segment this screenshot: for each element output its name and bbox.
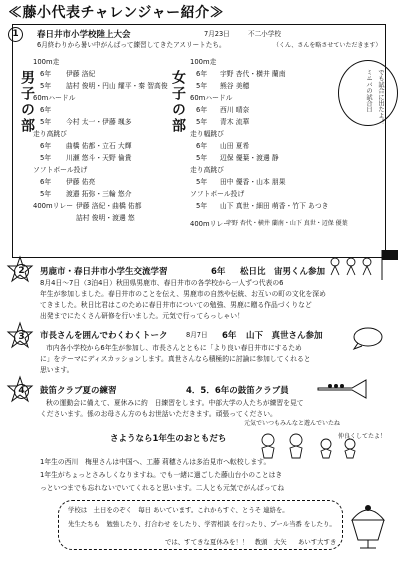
boys-names: 渡邉 拓弥・三輪 悠介: [66, 190, 132, 198]
girls-event: 100m走: [190, 58, 217, 66]
footer-closing: では、すてきな夏休みを！！ 教頭 大矢: [165, 538, 287, 546]
section-2-grade: 6年: [211, 267, 226, 277]
section-2-line: 出発までにたくさん研修を行いました。元気で行ってらっしゃい！: [40, 312, 244, 320]
section-3-title: 市長さんを囲んでわくわくトーク: [40, 331, 168, 341]
section-3-grade: 6年: [222, 331, 237, 341]
boys-event: 60mハードル: [33, 94, 76, 102]
page-title: ≪藤小代表チャレンジャー紹介≫: [8, 5, 225, 21]
girls-grade: 5年: [196, 82, 208, 90]
boys-names: 詰村 俊明・渡邊 悠: [76, 214, 135, 222]
farewell-line: 1年生がちょっとさみしくなりますね。でも一緒に過ごした藤山台小のことはき: [40, 471, 283, 479]
girls-names: 宇野 杏代・横井 蘭南・山下 真世・辺保 優葉: [226, 220, 348, 227]
girls-grade: 5年: [196, 202, 208, 210]
section-3-line: 思います。: [40, 366, 74, 374]
bubble-text-1: ミニバの試合日: [365, 69, 372, 113]
boys-names: 伊藤 洛紀: [66, 70, 96, 78]
boys-names: 伊藤 洛紀・曲橋 佑都: [76, 202, 142, 210]
girls-grade: 5年: [196, 178, 208, 186]
boys-event: 100m走: [33, 58, 60, 66]
section-4-number: 4: [14, 384, 29, 399]
girls-names: 山田 夏希: [220, 142, 250, 150]
section-1-date: 7月23日: [204, 30, 230, 38]
farewell-line: っといつまでも忘れないでいてくれると思います。二人とも元気でがんばってね: [40, 484, 285, 492]
section-4-line: 秋の運動会に備えて、夏休みに約 日練習をします。中部大学の人たちが練習を見て: [46, 399, 304, 407]
boys-names: 今村 太一・伊藤 颯多: [66, 118, 132, 126]
section-2-line: 年生が参加しました。春日井市のことを伝え、男鹿市の自然や伝統、お互いの町の文化を深め: [40, 290, 326, 298]
girls-grade: 5年: [196, 154, 208, 162]
farewell-note-left: 元気でいつもみんなと遊んでいたね: [244, 420, 341, 427]
boys-section-label: 男子の部: [19, 70, 35, 134]
boys-grade: 6年: [40, 178, 52, 186]
girls-event: 400mリレー: [190, 220, 230, 228]
section-1-intro-note: （くん、さんを略させていただきます）: [273, 42, 382, 49]
boys-event: ソフトボール投げ: [33, 166, 88, 174]
girls-event: 走り高跳び: [190, 166, 224, 174]
section-1-title: 春日井市小学校陸上大会: [37, 30, 131, 40]
boys-grade: 5年: [40, 118, 52, 126]
boys-names: 詰村 俊明・円山 耀平・秦 智高俊: [66, 82, 168, 90]
section-3-line: に」をテーマにディスカッションします。真世さんなら積極的に討論に参加してくれると: [40, 355, 311, 363]
girls-names: 山下 真世・細田 萌香・竹下 あつき: [220, 202, 329, 210]
section-1-intro: 6月終わりから暑い中がんばって練習してきたアスリートたち。: [37, 41, 226, 49]
girls-grade: 6年: [196, 70, 208, 78]
girls-names: 辺保 優葉・渡邊 静: [220, 154, 279, 162]
boys-grade: 6年: [40, 70, 52, 78]
bubble-text-2: でも試合に出たよ！: [377, 69, 384, 125]
section-1-number: 1: [8, 27, 23, 42]
section-2-line: 8月4日〜7日（3泊4日）秋田県男鹿市、春日井市の各学校から一人ずつ代表の6: [40, 279, 284, 287]
section-4-grades: 4．5．6年の鼓笛クラブ員: [186, 386, 289, 396]
footer-closing-sub: あいす大すき: [298, 538, 337, 546]
footer-line: 学校は 土日をのぞく 毎日 あいています。これからすぐ、とうそ 連絡を。: [68, 506, 289, 514]
section-2-line: てきました。秋日比君はこのために春日井市についての勉強、男鹿に贈る作品づくりなど: [40, 301, 312, 309]
section-3-date: 8月7日: [186, 331, 208, 339]
girls-section-label: 女子の部: [170, 70, 186, 134]
section-1-venue: 不二小学校: [248, 30, 281, 38]
boys-grade: 6年: [40, 142, 52, 150]
footer-line: 先生たちも 勉強したり、打合わせ をしたり、学習相談 を行ったり、プール当番 をしたり。: [68, 520, 336, 528]
boys-names: 曲橋 佑都・立石 大輝: [66, 142, 132, 150]
boys-names: 伊藤 佑亮: [66, 178, 96, 186]
girls-event: ソフトボール投げ: [190, 190, 245, 198]
girls-grade: 5年: [196, 118, 208, 126]
boys-names: 川瀬 悠斗・天野 倫貴: [66, 154, 132, 162]
girls-names: 熊谷 美穂: [220, 82, 250, 90]
section-4-title: 鼓笛クラブ夏の練習: [40, 386, 117, 396]
farewell-note-right: 仲良くしてたよ！: [338, 433, 387, 440]
girls-event: 走り幅跳び: [190, 130, 224, 138]
boys-grade: 6年: [40, 106, 52, 114]
boys-grade: 5年: [40, 82, 52, 90]
girls-names: 宇野 杏代・横井 蘭南: [220, 70, 286, 78]
girls-names: 田中 優香・山本 朋果: [220, 178, 286, 186]
section-2-participant: 松日比 宙男くん参加: [240, 267, 326, 277]
section-2-number: 2: [14, 264, 29, 279]
boys-event: 走り高跳び: [33, 130, 67, 138]
section-3-participant: 山下 真世さん参加: [246, 331, 323, 341]
girls-grade: 6年: [196, 106, 208, 114]
boys-grade: 5年: [40, 190, 52, 198]
farewell-title: さようなら1年生のおともだち: [110, 434, 227, 444]
girls-event: 60mハードル: [190, 94, 233, 102]
farewell-line: 1年生の西川 梅里さんは中国へ、工藤 莉穂さんは多治見市へ転校します。: [40, 458, 271, 466]
section-2-title: 男鹿市・春日井市小学生交流学習: [40, 267, 168, 277]
boys-event: 400mリレー: [33, 202, 73, 210]
girls-grade: 6年: [196, 142, 208, 150]
boys-grade: 5年: [40, 154, 52, 162]
section-4-line: くださいます。係のお母さん方のもお世話いただきます。頑張ってください。: [40, 410, 277, 418]
girls-names: 青木 流華: [220, 118, 250, 126]
section-3-line: 市内各小学校から6年生が参加し、市長さんとともに「より良い春日井市にするため: [46, 344, 302, 352]
section-3-number: 3: [14, 330, 29, 345]
girls-names: 西川 晴奈: [220, 106, 250, 114]
